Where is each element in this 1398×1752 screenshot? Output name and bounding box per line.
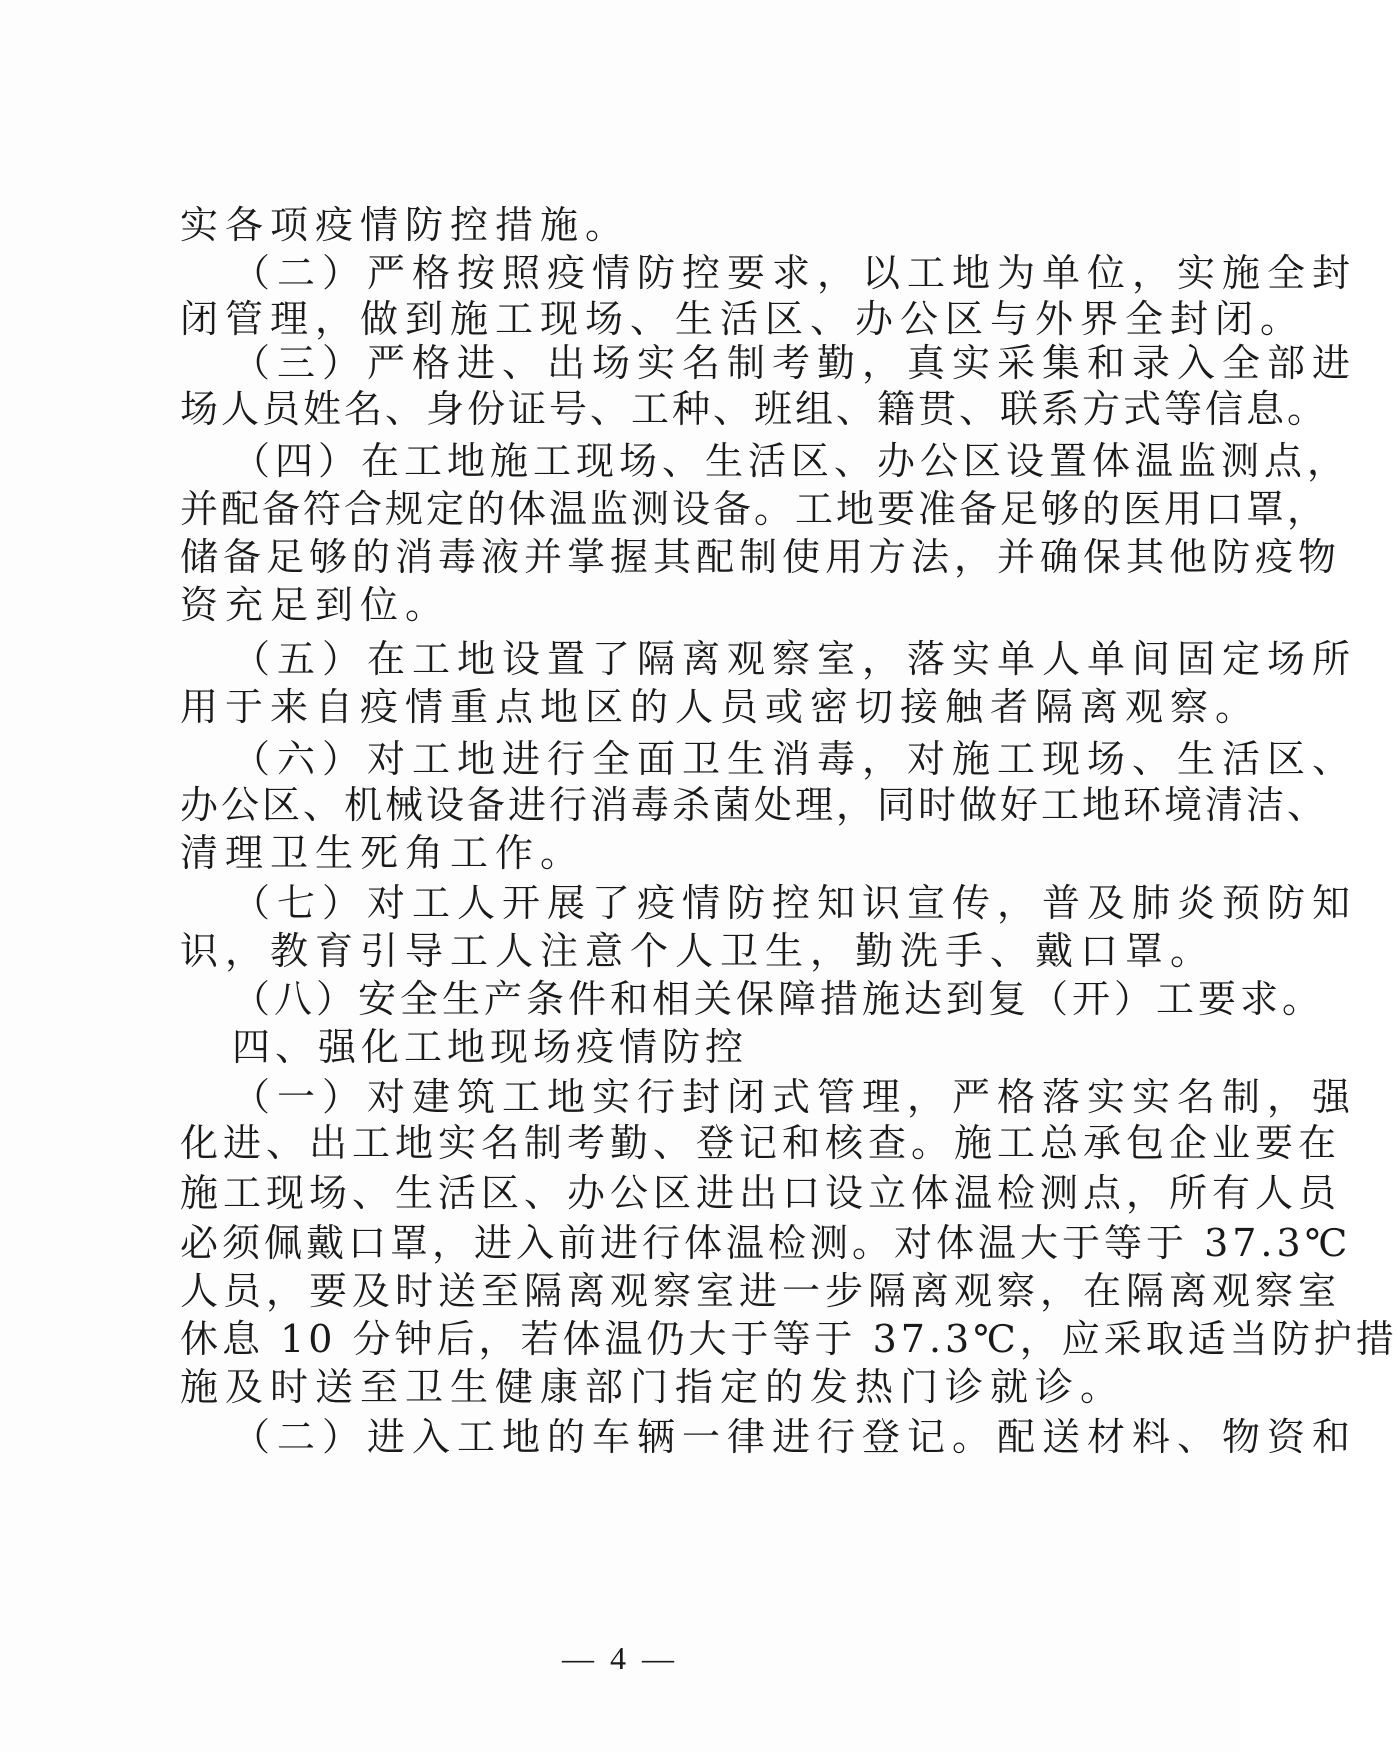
text-line: 必须佩戴口罩，进入前进行体温检测。对体温大于等于 37.3℃ bbox=[180, 1221, 1352, 1265]
text-line: 资充足到位。 bbox=[180, 583, 451, 627]
text-line: 休息 10 分钟后，若体温仍大于等于 37.3℃，应采取适当防护措 bbox=[180, 1317, 1398, 1361]
page-number: — 4 — bbox=[562, 1640, 678, 1676]
text-line: 办公区、机械设备进行消毒杀菌处理，同时做好工地环境清洁、 bbox=[180, 783, 1329, 827]
text-line: 清理卫生死角工作。 bbox=[180, 831, 586, 875]
text-line: 场人员姓名、身份证号、工种、班组、籍贯、联系方式等信息。 bbox=[180, 387, 1329, 431]
text-line: 化进、出工地实名制考勤、登记和核查。施工总承包企业要在 bbox=[180, 1121, 1342, 1165]
text-line: 闭管理，做到施工现场、生活区、办公区与外界全封闭。 bbox=[180, 297, 1306, 341]
text-line: 识，教育引导工人注意个人卫生，勤洗手、戴口罩。 bbox=[180, 929, 1216, 973]
text-line: 施工现场、生活区、办公区进出口设立体温检测点，所有人员 bbox=[180, 1171, 1342, 1215]
text-line: （六）对工地进行全面卫生消毒，对施工现场、生活区、 bbox=[232, 737, 1358, 781]
text-line: （一）对建筑工地实行封闭式管理，严格落实实名制，强 bbox=[232, 1075, 1358, 1119]
text-line: （七）对工人开展了疫情防控知识宣传，普及肺炎预防知 bbox=[232, 881, 1358, 925]
section-heading: 四、强化工地现场疫情防控 bbox=[232, 1025, 749, 1069]
text-line: 人员，要及时送至隔离观察室进一步隔离观察，在隔离观察室 bbox=[180, 1269, 1342, 1313]
text-line: 实各项疫情防控措施。 bbox=[180, 203, 631, 247]
text-line: 储备足够的消毒液并掌握其配制使用方法，并确保其他防疫物 bbox=[180, 535, 1342, 579]
text-line: （三）严格进、出场实名制考勤，真实采集和录入全部进 bbox=[232, 341, 1358, 385]
text-line: （二）进入工地的车辆一律进行登记。配送材料、物资和 bbox=[232, 1415, 1358, 1459]
text-line: （二）严格按照疫情防控要求，以工地为单位，实施全封 bbox=[232, 251, 1358, 295]
text-line: （四）在工地施工现场、生活区、办公区设置体温监测点， bbox=[232, 439, 1351, 483]
text-line: （八）安全生产条件和相关保障措施达到复（开）工要求。 bbox=[232, 977, 1325, 1021]
text-line: （五）在工地设置了隔离观察室，落实单人单间固定场所 bbox=[232, 637, 1358, 681]
text-line: 并配备符合规定的体温监测设备。工地要准备足够的医用口罩， bbox=[180, 487, 1329, 531]
text-line: 施及时送至卫生健康部门指定的发热门诊就诊。 bbox=[180, 1365, 1126, 1409]
text-line: 用于来自疫情重点地区的人员或密切接触者隔离观察。 bbox=[180, 685, 1261, 729]
